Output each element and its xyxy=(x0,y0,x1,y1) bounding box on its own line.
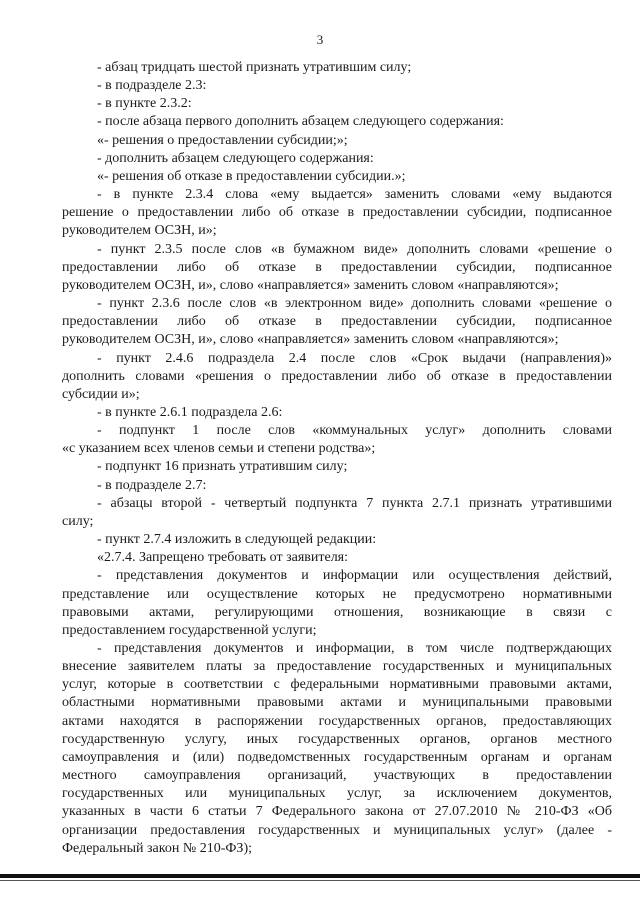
paragraph xyxy=(62,350,612,404)
text-line: - подпункт 1 после слов «коммунальных услуг» дополнить словами xyxy=(97,423,612,439)
paragraph xyxy=(62,295,612,349)
text-line: организации предоставления государственных и муниципальных услуг» (далее - xyxy=(62,822,612,838)
text-line: местного самоуправления организаций, участвующих в предоставлении xyxy=(62,768,612,784)
text-line: дополнить словами «решения о предоставлении либо об отказе в предоставлении xyxy=(62,368,612,384)
paragraph xyxy=(62,640,612,858)
paragraph xyxy=(62,422,612,458)
text-line: - в пункте 2.6.1 подраздела 2.6: xyxy=(97,404,283,420)
paragraph xyxy=(62,150,612,168)
document-body xyxy=(62,59,612,858)
text-line: субсидии и»; xyxy=(62,386,140,402)
text-line: правовыми актами, регулирующими отношения, возникающие в связи с xyxy=(62,604,612,620)
text-line: - пункт 2.7.4 изложить в следующей редакции: xyxy=(97,532,377,548)
paragraph xyxy=(62,477,612,495)
paragraph xyxy=(62,549,612,567)
text-line: - абзац тридцать шестой признать утратившим силу; xyxy=(97,60,412,75)
paragraph xyxy=(62,95,612,113)
text-line: «- решения об отказе в предоставлении субсидии.»; xyxy=(97,168,406,184)
text-line: актами находятся в распоряжении государственных органов, предоставляющих xyxy=(62,713,612,729)
paragraph xyxy=(62,132,612,150)
text-line: - после абзаца первого дополнить абзацем следующего содержания: xyxy=(97,114,504,130)
text-line: предоставлением государственной услуги; xyxy=(62,622,317,638)
text-line: решение о предоставлении либо об отказе в предоставлении субсидии, подписанное xyxy=(62,205,612,221)
paragraph xyxy=(62,168,612,186)
text-line: - пункт 2.4.6 подраздела 2.4 после слов «Срок выдачи (направления)» xyxy=(97,350,612,366)
paragraph xyxy=(62,567,612,640)
text-line: руководителем ОСЗН, и», слово «направляется» заменить словом «направляются»; xyxy=(62,332,559,348)
text-line: государственных или муниципальных услуг, за исключением документов, xyxy=(62,786,612,802)
text-line: Федеральный закон № 210-ФЗ); xyxy=(62,840,252,856)
text-line: «- решения о предоставлении субсидии;»; xyxy=(97,132,348,148)
paragraph xyxy=(62,59,612,77)
paragraph xyxy=(62,531,612,549)
text-line: указанных в части 6 статьи 7 Федерального закона от 27.07.2010 № 210-ФЗ «Об xyxy=(62,804,612,820)
text-line: предоставлении либо об отказе в предоставлении субсидии, подписанное xyxy=(62,259,612,275)
text-line: - в подразделе 2.7: xyxy=(97,477,207,493)
text-line: услуг, которые в соответствии с федеральными нормативными правовыми актами, xyxy=(62,677,612,693)
text-line: - пункт 2.3.6 после слов «в электронном виде» дополнить словами «решение о xyxy=(97,296,612,312)
paragraph xyxy=(62,495,612,531)
text-line: - подпункт 16 признать утратившим силу; xyxy=(97,459,348,475)
scan-edge-bar xyxy=(0,874,640,878)
text-line: - в пункте 2.3.4 слова «ему выдается» заменить словами «ему выдаются xyxy=(97,187,612,203)
text-line: самоуправления и (или) подведомственных государственным органам и органам xyxy=(62,749,612,765)
text-line: - представления документов и информации, в том числе подтверждающих xyxy=(97,641,612,656)
text-line: - абзацы второй - четвертый подпункта 7 пункта 2.7.1 признать утратившими xyxy=(97,495,612,511)
page-number: 3 xyxy=(316,32,324,47)
text-line: руководителем ОСЗН, и»; xyxy=(62,223,217,239)
text-line: руководителем ОСЗН, и», слово «направляется» заменить словом «направляются»; xyxy=(62,277,559,293)
text-line: силу; xyxy=(62,513,94,529)
paragraph xyxy=(62,241,612,295)
paragraph xyxy=(62,113,612,131)
text-line: представление или осуществление которых не предусмотрено нормативными xyxy=(62,586,612,602)
scan-edge-line xyxy=(0,880,640,881)
text-line: - представления документов и информации или осуществления действий, xyxy=(97,568,612,584)
paragraph xyxy=(62,186,612,240)
text-line: внесение заявителем платы за предоставление государственных и муниципальных xyxy=(62,659,612,675)
text-line: - в подразделе 2.3: xyxy=(97,78,207,94)
text-line: «с указанием всех членов семьи и степени родства»; xyxy=(62,441,376,457)
text-line: государственную услугу, иных государственных органов, органов местного xyxy=(62,731,612,747)
text-line: - пункт 2.3.5 после слов «в бумажном виде» дополнить словами «решение о xyxy=(97,241,612,257)
text-line: областными нормативными правовыми актами и муниципальными правовыми xyxy=(62,695,612,711)
paragraph xyxy=(62,458,612,476)
paragraph xyxy=(62,77,612,95)
paragraph xyxy=(62,404,612,422)
text-line: - в пункте 2.3.2: xyxy=(97,96,192,112)
text-line: «2.7.4. Запрещено требовать от заявителя: xyxy=(97,550,349,566)
text-line: - дополнить абзацем следующего содержания: xyxy=(97,150,374,166)
text-line: предоставлении либо об отказе в предоставлении субсидии, подписанное xyxy=(62,314,612,330)
